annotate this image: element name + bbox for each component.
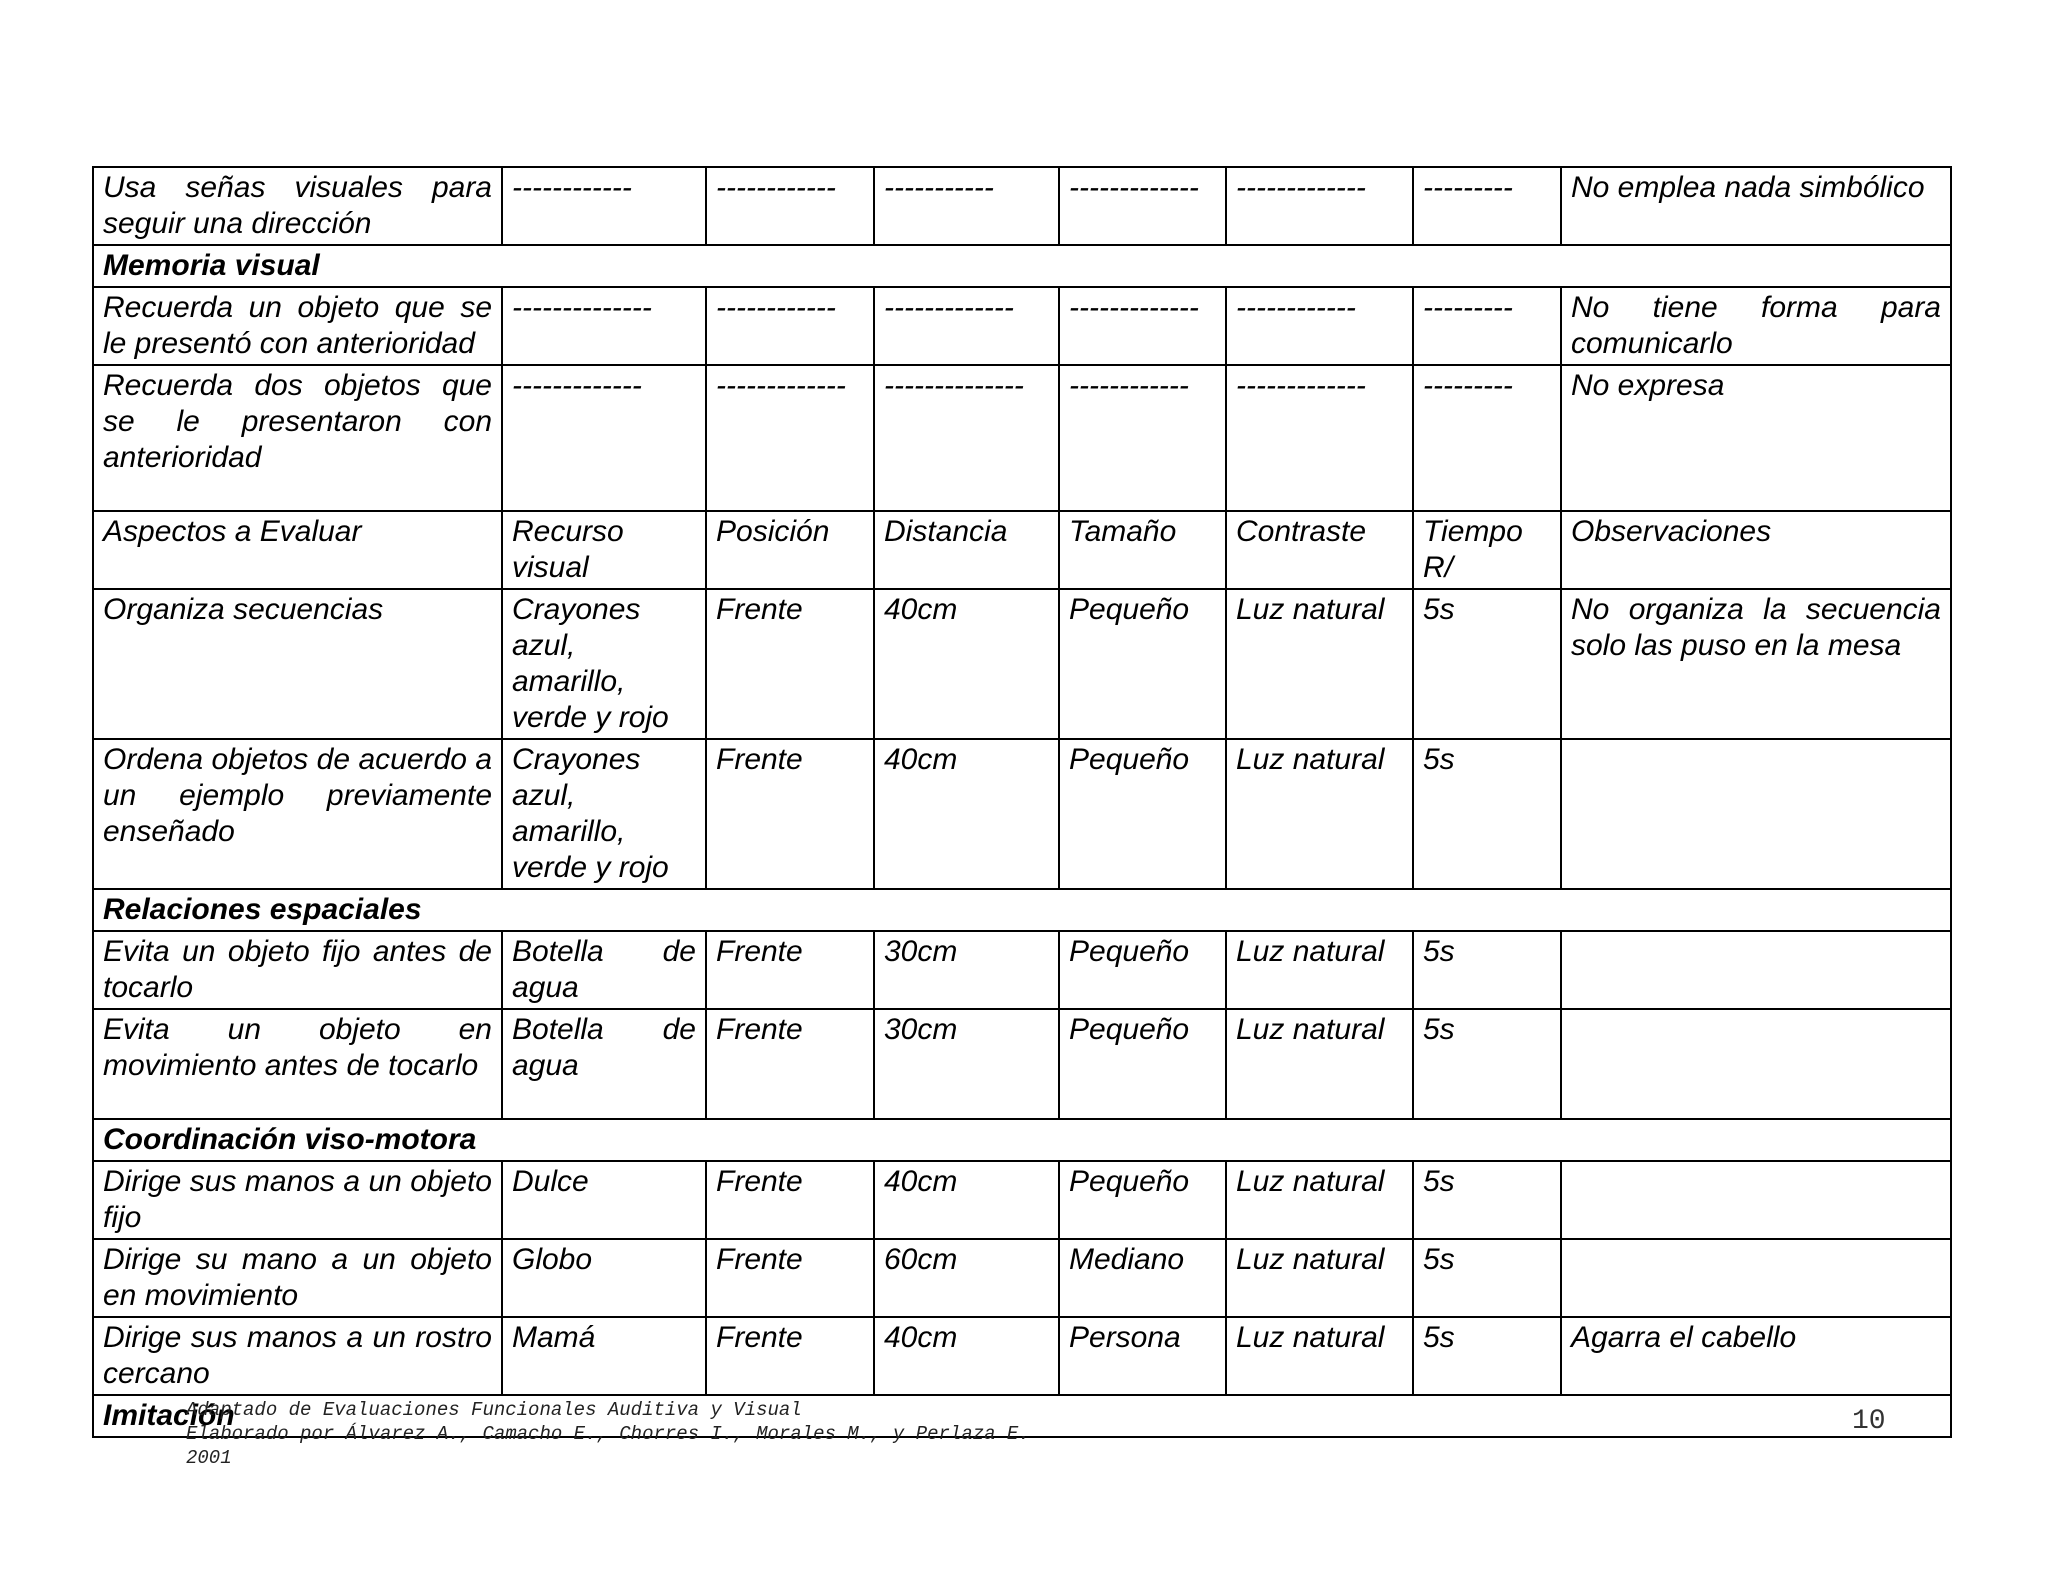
cell-position: Frente — [706, 1239, 874, 1317]
header-cell-aspect: Aspectos a Evaluar — [93, 511, 502, 589]
table-row — [93, 1161, 1951, 1239]
header-cell-contrast: Contraste — [1226, 511, 1413, 589]
cell-aspect: Evita un objeto fijo antes de tocarlo — [93, 931, 502, 1009]
section-heading: Memoria visual — [93, 245, 1951, 287]
cell-response-time: --------- — [1413, 365, 1561, 511]
cell-distance: ------------- — [874, 287, 1059, 365]
cell-position: Frente — [706, 1009, 874, 1119]
cell-position: Frente — [706, 1161, 874, 1239]
cell-aspect: Dirige su mano a un objeto en movimiento — [93, 1239, 502, 1317]
cell-aspect: Organiza secuencias — [93, 589, 502, 739]
cell-position: Frente — [706, 739, 874, 889]
cell-response-time: --------- — [1413, 167, 1561, 245]
cell-contrast: Luz natural — [1226, 1161, 1413, 1239]
table-row — [93, 365, 1951, 511]
cell-contrast: Luz natural — [1226, 931, 1413, 1009]
section-heading: Coordinación viso-motora — [93, 1119, 1951, 1161]
cell-size: Persona — [1059, 1317, 1226, 1395]
table-row — [93, 589, 1951, 739]
section-heading: Relaciones espaciales — [93, 889, 1951, 931]
cell-position: Frente — [706, 589, 874, 739]
cell-contrast: ------------- — [1226, 365, 1413, 511]
cell-distance: 30cm — [874, 1009, 1059, 1119]
cell-visual-resource: Dulce — [502, 1161, 706, 1239]
document-footer — [186, 1398, 1030, 1470]
cell-observations — [1561, 1009, 1951, 1119]
cell-aspect: Evita un objeto en movimiento antes de tocarlo — [93, 1009, 502, 1119]
cell-contrast: Luz natural — [1226, 1317, 1413, 1395]
footer-year-line: 2001 — [186, 1447, 232, 1469]
cell-distance: 40cm — [874, 1317, 1059, 1395]
cell-size: Pequeño — [1059, 1161, 1226, 1239]
cell-aspect: Recuerda dos objetos que se le presentaron con anterioridad — [93, 365, 502, 511]
cell-aspect: Dirige sus manos a un rostro cercano — [93, 1317, 502, 1395]
cell-contrast: Luz natural — [1226, 1239, 1413, 1317]
section-row — [93, 1119, 1951, 1161]
table-row — [93, 739, 1951, 889]
cell-observations: Agarra el cabello — [1561, 1317, 1951, 1395]
cell-visual-resource: ------------ — [502, 167, 706, 245]
cell-distance: ----------- — [874, 167, 1059, 245]
cell-response-time: --------- — [1413, 287, 1561, 365]
section-row — [93, 889, 1951, 931]
cell-response-time: 5s — [1413, 931, 1561, 1009]
cell-size: Pequeño — [1059, 589, 1226, 739]
cell-distance: 30cm — [874, 931, 1059, 1009]
cell-size: Pequeño — [1059, 739, 1226, 889]
header-cell-position: Posición — [706, 511, 874, 589]
header-row — [93, 511, 1951, 589]
cell-contrast: Luz natural — [1226, 739, 1413, 889]
header-cell-response-time: Tiempo R/ — [1413, 511, 1561, 589]
cell-observations — [1561, 1239, 1951, 1317]
cell-position: ------------ — [706, 287, 874, 365]
cell-distance: 40cm — [874, 1161, 1059, 1239]
cell-position: ------------ — [706, 167, 874, 245]
cell-position: Frente — [706, 931, 874, 1009]
table-row — [93, 167, 1951, 245]
cell-size: Pequeño — [1059, 931, 1226, 1009]
table-row — [93, 1239, 1951, 1317]
cell-contrast: Luz natural — [1226, 1009, 1413, 1119]
cell-observations — [1561, 1161, 1951, 1239]
table-row — [93, 1317, 1951, 1395]
section-heading: Imitación — [93, 1395, 1951, 1437]
cell-visual-resource: ------------- — [502, 365, 706, 511]
cell-contrast: ------------ — [1226, 287, 1413, 365]
cell-distance: -------------- — [874, 365, 1059, 511]
cell-aspect: Usa señas visuales para seguir una dirección — [93, 167, 502, 245]
cell-aspect: Dirige sus manos a un objeto fijo — [93, 1161, 502, 1239]
cell-distance: 60cm — [874, 1239, 1059, 1317]
cell-distance: 40cm — [874, 589, 1059, 739]
cell-distance: 40cm — [874, 739, 1059, 889]
table-body — [93, 167, 1951, 1437]
cell-visual-resource: Globo — [502, 1239, 706, 1317]
cell-observations: No tiene forma para comunicarlo — [1561, 287, 1951, 365]
cell-size: ------------- — [1059, 167, 1226, 245]
cell-position: Frente — [706, 1317, 874, 1395]
header-cell-distance: Distancia — [874, 511, 1059, 589]
cell-response-time: 5s — [1413, 739, 1561, 889]
footer-authors-line: Elaborado por Álvarez A., Camacho E., Chorres I., Morales M., y Perlaza E. — [186, 1423, 1030, 1445]
cell-visual-resource: Mamá — [502, 1317, 706, 1395]
cell-visual-resource: Crayones azul, amarillo, verde y rojo — [502, 739, 706, 889]
cell-visual-resource: -------------- — [502, 287, 706, 365]
cell-size: ------------- — [1059, 287, 1226, 365]
cell-position: ------------- — [706, 365, 874, 511]
evaluation-table — [92, 166, 1952, 1438]
section-row — [93, 245, 1951, 287]
table-row — [93, 287, 1951, 365]
cell-size: Pequeño — [1059, 1009, 1226, 1119]
cell-visual-resource: Crayones azul, amarillo, verde y rojo — [502, 589, 706, 739]
footer-source-line: Adaptado de Evaluaciones Funcionales Auditiva y Visual — [186, 1399, 802, 1421]
cell-observations — [1561, 739, 1951, 889]
cell-response-time: 5s — [1413, 1239, 1561, 1317]
cell-contrast: ------------- — [1226, 167, 1413, 245]
cell-size: ------------ — [1059, 365, 1226, 511]
cell-visual-resource: Botella de agua — [502, 931, 706, 1009]
cell-observations: No expresa — [1561, 365, 1951, 511]
cell-response-time: 5s — [1413, 1161, 1561, 1239]
header-cell-observations: Observaciones — [1561, 511, 1951, 589]
cell-response-time: 5s — [1413, 1317, 1561, 1395]
header-cell-size: Tamaño — [1059, 511, 1226, 589]
cell-response-time: 5s — [1413, 1009, 1561, 1119]
cell-contrast: Luz natural — [1226, 589, 1413, 739]
header-cell-visual-resource: Recurso visual — [502, 511, 706, 589]
cell-observations — [1561, 931, 1951, 1009]
cell-observations: No organiza la secuencia solo las puso en la mesa — [1561, 589, 1951, 739]
cell-observations: No emplea nada simbólico — [1561, 167, 1951, 245]
cell-visual-resource: Botella de agua — [502, 1009, 706, 1119]
table-row — [93, 1009, 1951, 1119]
page-number: 10 — [1852, 1406, 1886, 1437]
cell-response-time: 5s — [1413, 589, 1561, 739]
cell-aspect: Ordena objetos de acuerdo a un ejemplo previamente enseñado — [93, 739, 502, 889]
cell-aspect: Recuerda un objeto que se le presentó con anterioridad — [93, 287, 502, 365]
table-row — [93, 931, 1951, 1009]
cell-size: Mediano — [1059, 1239, 1226, 1317]
